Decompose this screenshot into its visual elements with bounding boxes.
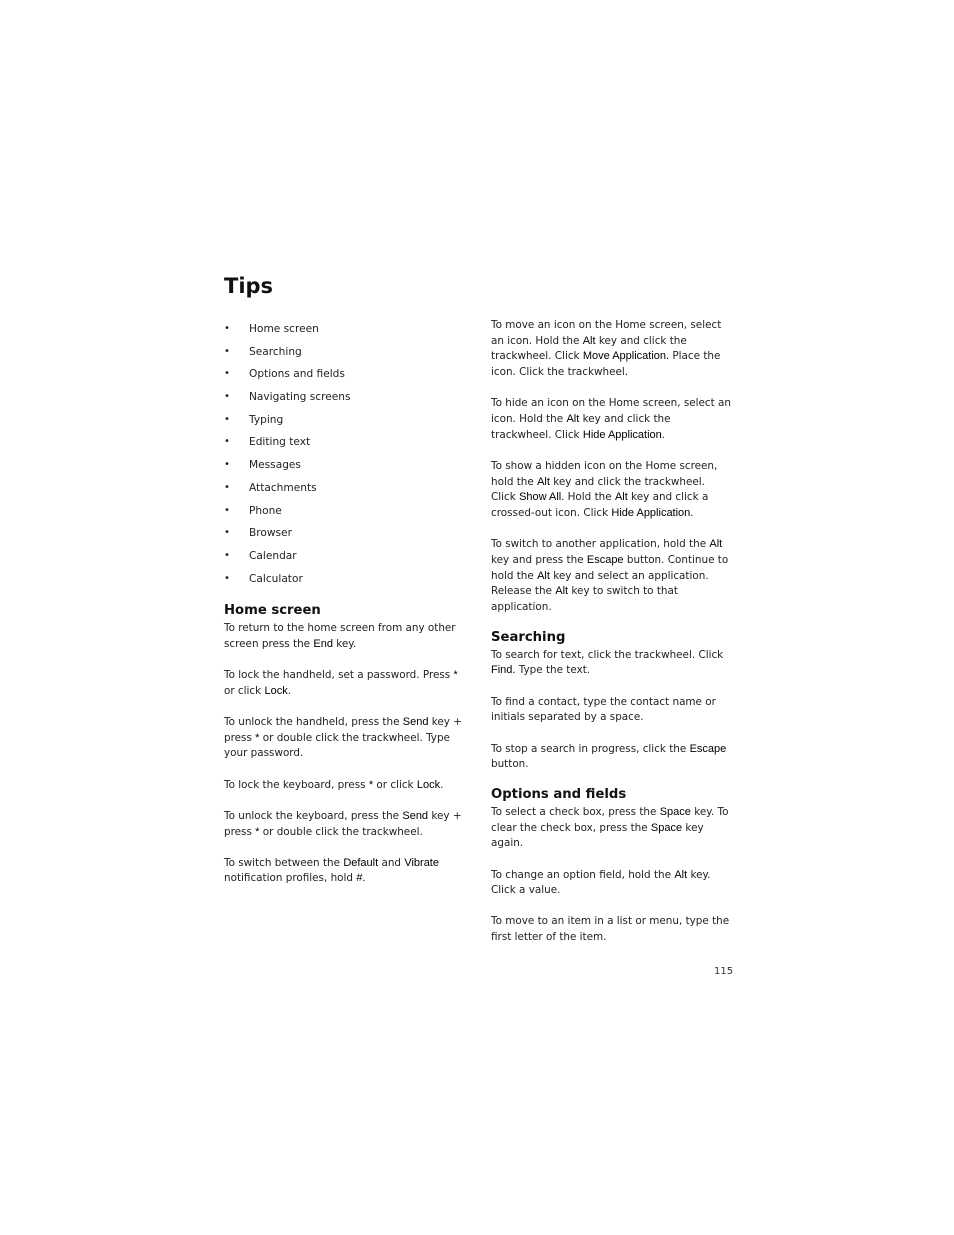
- list-item: [224, 409, 464, 432]
- key-name: *: [453, 669, 458, 682]
- bullet-icon: •: [224, 368, 230, 380]
- key-name: Show All.: [519, 491, 565, 504]
- list-item: [224, 568, 464, 591]
- key-name: Alt: [582, 334, 596, 347]
- list-item: [224, 318, 464, 341]
- paragraph: To move an icon on the Home screen, select an icon. Hold the Alt key and click the trackwheel. Click Move Application. Place the icon. Click the trackwheel.: [491, 319, 722, 379]
- key-name: Escape: [586, 553, 624, 566]
- key-name: *: [255, 825, 260, 838]
- key-name: Find.: [491, 664, 516, 677]
- key-name: Alt: [555, 585, 569, 598]
- paragraph: To move to an item in a list or menu, type the first letter of the item.: [491, 915, 730, 944]
- topic-label: Options and fields: [249, 368, 345, 381]
- key-name: End: [313, 637, 333, 650]
- list-item: [224, 363, 464, 386]
- key-name: Default: [343, 856, 379, 869]
- key-name: Move Application.: [582, 350, 670, 363]
- topic-label: Navigating screens: [249, 391, 351, 404]
- bullet-icon: •: [224, 459, 230, 471]
- paragraph: To search for text, click the trackwheel. Click Find. Type the text.: [491, 648, 724, 677]
- paragraph: To lock the handheld, set a password. Press * or click Lock.: [224, 669, 458, 697]
- paragraph: To hide an icon on the Home screen, select an icon. Hold the Alt key and click the trackwheel. Click Hide Application.: [491, 397, 731, 441]
- key-name: Space: [650, 821, 683, 834]
- topic-label: Calculator: [249, 572, 303, 585]
- bullet-icon: •: [224, 572, 230, 584]
- list-item: [224, 522, 464, 545]
- paragraph: To lock the keyboard, press * or click Lock.: [224, 778, 444, 791]
- bullet-icon: •: [224, 345, 230, 357]
- paragraph: To return to the home screen from any other screen press the End key.: [224, 622, 456, 650]
- topic-label: Editing text: [249, 436, 311, 449]
- key-name: Lock: [264, 684, 288, 697]
- key-name: Hide Application.: [582, 428, 665, 441]
- topic-label: Attachments: [249, 481, 317, 494]
- bullet-icon: •: [224, 549, 230, 561]
- key-name: Space: [659, 805, 691, 818]
- paragraph: To stop a search in progress, click the Escape button.: [491, 742, 727, 771]
- key-name: Alt: [537, 569, 550, 582]
- topic-label: Phone: [249, 504, 282, 517]
- paragraph: To show a hidden icon on the Home screen, hold the Alt key and click the trackwheel. Click Show All. Hold the Alt key and click a crossed-out icon. Click Hide Application.: [491, 459, 718, 520]
- bullet-icon: •: [224, 504, 230, 516]
- paragraph: To unlock the keyboard, press the Send key + press * or double click the trackwheel.: [224, 809, 462, 838]
- bullet-icon: •: [224, 413, 230, 425]
- key-name: Alt: [709, 538, 723, 551]
- key-name: Alt: [566, 413, 580, 426]
- list-item: [224, 431, 464, 454]
- key-name: Hide Application.: [611, 507, 694, 520]
- bullet-icon: •: [224, 391, 230, 403]
- key-name: Vibrate: [404, 856, 439, 869]
- section-heading-searching: Searching: [491, 629, 566, 645]
- key-name: *: [255, 731, 260, 744]
- key-name: Lock: [416, 778, 441, 791]
- topic-label: Home screen: [249, 323, 319, 335]
- list-item: [224, 454, 464, 477]
- list-item: [224, 545, 464, 568]
- topic-label: Browser: [249, 527, 292, 540]
- bullet-icon: •: [224, 481, 230, 493]
- bullet-icon: •: [224, 436, 230, 448]
- topic-label: Searching: [249, 345, 302, 358]
- list-item: [224, 500, 464, 523]
- bullet-icon: •: [224, 527, 230, 539]
- key-name: Send: [402, 716, 429, 729]
- paragraph: To switch between the Default and Vibrate notification profiles, hold #.: [224, 856, 439, 885]
- list-item: [224, 341, 464, 364]
- paragraph: To select a check box, press the Space key. To clear the check box, press the Space key again.: [491, 805, 729, 850]
- paragraph: To unlock the handheld, press the Send key + press * or double click the trackwheel. Type your password.: [224, 716, 462, 760]
- page-title: Tips: [224, 274, 274, 298]
- topics-list: [224, 318, 464, 590]
- topic-label: Typing: [249, 413, 284, 426]
- key-name: Alt: [537, 475, 550, 488]
- left-column: [224, 318, 464, 887]
- key-name: Alt: [674, 868, 688, 881]
- right-column: [491, 318, 731, 946]
- section-heading-home-screen: Home screen: [224, 603, 321, 619]
- list-item: [224, 477, 464, 500]
- key-name: #.: [356, 872, 366, 885]
- key-name: Escape: [689, 742, 727, 755]
- section-heading-options-and-fields: Options and fields: [491, 786, 627, 802]
- key-name: *: [368, 778, 374, 791]
- paragraph: To switch to another application, hold the Alt key and press the Escape button. Continue to hold the Alt key and select an application. Release the Alt key to switch to that application.: [491, 538, 729, 614]
- list-item: [224, 386, 464, 409]
- topic-label: Messages: [249, 459, 301, 472]
- topic-label: Calendar: [249, 549, 297, 562]
- bullet-icon: •: [224, 323, 230, 334]
- key-name: Alt: [614, 491, 628, 504]
- paragraph: To change an option field, hold the Alt key. Click a value.: [491, 868, 711, 897]
- page-number: 115: [714, 966, 734, 977]
- key-name: Send: [402, 809, 429, 822]
- paragraph: To find a contact, type the contact name or initials separated by a space.: [491, 695, 716, 724]
